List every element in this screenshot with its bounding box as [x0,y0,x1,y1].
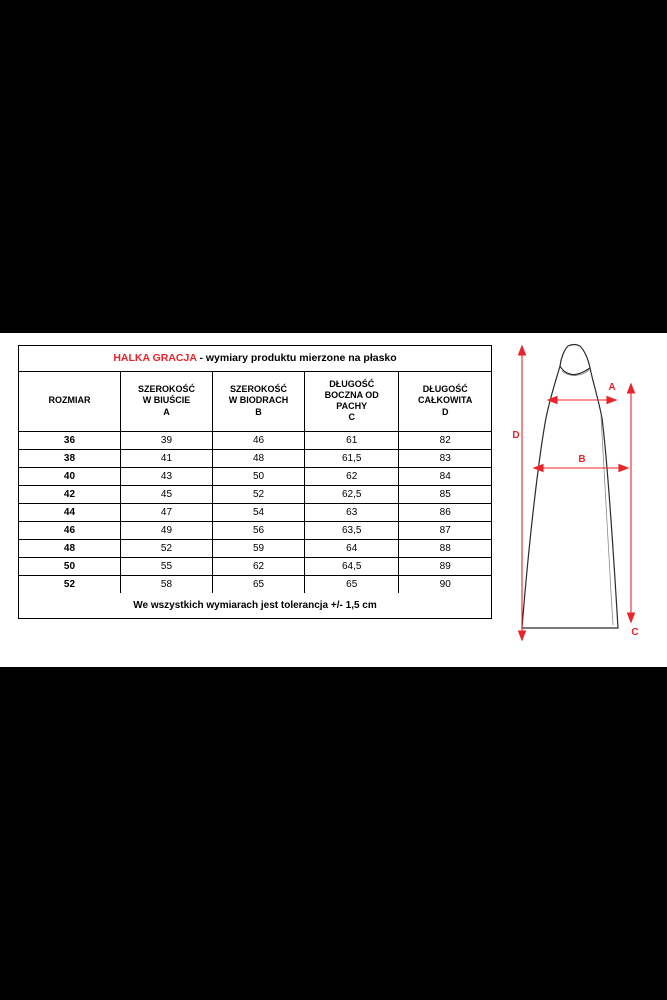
cell-c: 63 [305,503,399,521]
cell-b: 52 [213,485,305,503]
cell-b: 48 [213,449,305,467]
header-line-2: CAŁKOWITA [418,395,473,406]
column-header-szerokosc-w-biodrach [213,371,305,431]
dress-outline [522,345,618,629]
column-header-rozmiar [19,371,120,431]
cell-c: 64,5 [305,557,399,575]
cell-size: 36 [19,431,120,449]
header-line-1: SZEROKOŚĆ [137,384,195,395]
column-header-dlugosc-calkowita [399,371,491,431]
cell-d: 84 [399,467,491,485]
column-header-szerokosc-w-biuscie [120,371,212,431]
cell-size: 42 [19,485,120,503]
header-line-2: BOCZNA OD [324,389,379,400]
label-d: D [512,430,520,441]
header-line-2: W BIODRACH [228,395,289,406]
cell-d: 88 [399,539,491,557]
cell-a: 52 [120,539,212,557]
cell-b: 59 [213,539,305,557]
cell-b: 46 [213,431,305,449]
table-header-row [19,371,491,431]
cell-size: 48 [19,539,120,557]
cell-a: 39 [120,431,212,449]
cell-c: 61,5 [305,449,399,467]
garment-diagram [498,338,658,658]
content-band [0,333,667,667]
cell-c: 62,5 [305,485,399,503]
size-table [19,371,491,593]
cell-size: 44 [19,503,120,521]
column-header-dlugosc-boczna-od-pachy [305,371,399,431]
header-line-1: DŁUGOŚĆ [329,378,375,389]
cell-size: 52 [63,578,76,590]
label-c: C [631,627,639,638]
header-line-1: DŁUGOŚĆ [422,384,468,395]
tolerance-note: We wszystkich wymiarach jest tolerancja +/- 1,5 cm [133,599,377,611]
cell-d: 89 [399,557,491,575]
cell-b: 54 [213,503,305,521]
cell-d: 82 [399,431,491,449]
cell-b: 50 [213,467,305,485]
header-line-3: B [255,406,262,417]
header-line-1: ROZMIAR [48,395,91,406]
cell-d: 87 [399,521,491,539]
title-subtext: - wymiary produktu mierzone na płasko [196,352,397,364]
cell-d: 86 [399,503,491,521]
header-line-3: D [441,406,449,417]
cell-b: 65 [213,575,305,593]
cell-c: 61 [305,431,399,449]
header-line-4: C [348,412,355,423]
cell-d: 83 [399,449,491,467]
cell-size: 38 [19,449,120,467]
header-line-1: SZEROKOŚĆ [230,384,288,395]
cell-b: 56 [213,521,305,539]
header-line-3: A [163,406,170,417]
table-row [19,503,491,521]
cell-a: 41 [120,449,212,467]
table-row [19,557,491,575]
cell-size: 40 [19,467,120,485]
label-b: B [578,454,586,465]
cell-size: 46 [19,521,120,539]
header-line-2: W BIUŚCIE [142,395,191,406]
cell-a: 55 [120,557,212,575]
product-name: HALKA GRACJA [113,352,197,364]
cell-size: 50 [19,557,120,575]
cell-a: 49 [120,521,212,539]
header-line-3: PACHY [336,401,368,412]
label-a: A [608,382,616,393]
cell-a: 45 [120,485,212,503]
table-row [19,539,491,557]
cell-a: 58 [120,575,212,593]
cell-a: 43 [120,467,212,485]
table-row [19,485,491,503]
cell-d: 90 [399,575,491,593]
cell-c: 65 [305,575,399,593]
cell-a: 47 [120,503,212,521]
panel-title [19,346,491,371]
size-table-panel [18,345,492,619]
cell-c: 62 [305,467,399,485]
table-row [19,431,491,449]
table-row [19,449,491,467]
table-row [19,521,491,539]
table-row [19,575,491,593]
cell-b: 62 [213,557,305,575]
cell-c: 63,5 [305,521,399,539]
cell-d: 85 [399,485,491,503]
cell-c: 64 [305,539,399,557]
table-row [19,467,491,485]
